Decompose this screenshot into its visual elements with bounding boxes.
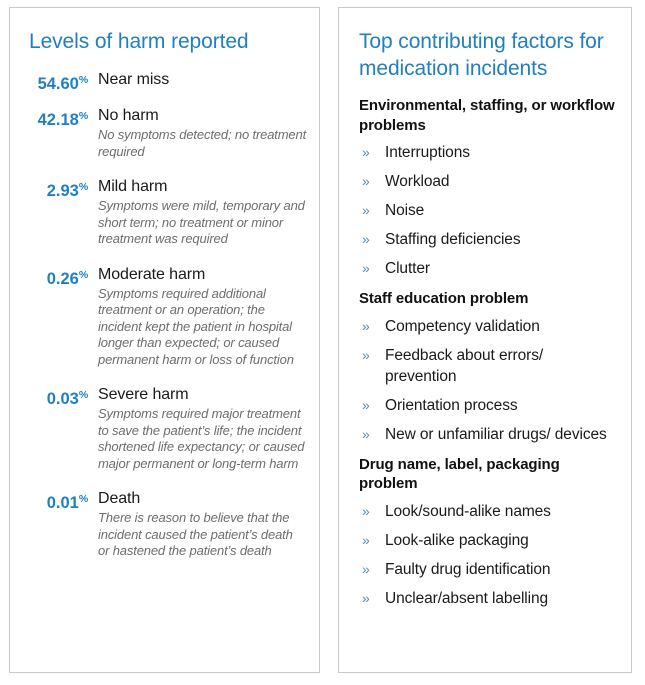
harm-level-description: Symptoms were mild, temporary and short term; no treatment or minor treatment was required <box>98 198 305 246</box>
guillemet-bullet-icon: » <box>362 173 370 189</box>
guillemet-bullet-icon: » <box>362 502 370 519</box>
harm-level-row <box>20 176 307 248</box>
harm-level-label: Near miss <box>98 71 170 88</box>
factor-group-heading: Staff education problem <box>359 290 529 307</box>
harm-level-list <box>10 55 319 560</box>
harm-percentage-value: 42.18 <box>37 111 79 129</box>
factor-item-label: Competency validation <box>385 317 540 335</box>
guillemet-bullet-icon: » <box>362 202 370 218</box>
factor-item-list <box>359 316 615 445</box>
guillemet-bullet-icon: » <box>362 317 370 334</box>
guillemet-bullet-icon: » <box>362 144 370 160</box>
factor-item-label: Look-alike packaging <box>385 531 529 549</box>
harm-level-label: No harm <box>98 107 159 124</box>
harm-percentage-value: 0.01 <box>46 494 79 512</box>
list-item <box>359 588 615 609</box>
guillemet-bullet-icon: » <box>362 260 370 276</box>
harm-level-row <box>20 384 307 472</box>
harm-level-body <box>98 488 307 560</box>
levels-of-harm-panel <box>9 7 320 673</box>
factor-item-label: Unclear/absent labelling <box>385 589 549 607</box>
harm-level-description: There is reason to believe that the incident caused the patient’s death or hastened the patient’s death <box>98 510 293 558</box>
factor-group <box>359 289 615 445</box>
list-item <box>359 424 615 445</box>
factor-item-label: Staffing deficiencies <box>385 231 521 248</box>
harm-level-body <box>98 105 307 160</box>
harm-level-body <box>98 69 307 90</box>
factor-item-list <box>359 501 615 609</box>
guillemet-bullet-icon: » <box>362 589 370 606</box>
levels-of-harm-title: Levels of harm reported <box>29 30 249 53</box>
guillemet-bullet-icon: » <box>362 531 370 548</box>
harm-level-label: Mild harm <box>98 178 168 195</box>
harm-percentage <box>20 264 98 290</box>
harm-percentage <box>20 105 98 131</box>
list-item <box>359 559 615 580</box>
harm-level-body <box>98 384 307 472</box>
factor-item-list <box>359 142 615 279</box>
harm-level-label: Moderate harm <box>98 265 206 283</box>
percent-sign: % <box>78 181 88 193</box>
factor-item-label: Interruptions <box>385 144 470 161</box>
percent-sign: % <box>78 110 88 122</box>
factor-group <box>359 96 615 279</box>
list-item <box>359 316 615 337</box>
harm-level-row <box>20 69 307 95</box>
harm-level-body <box>98 264 307 369</box>
guillemet-bullet-icon: » <box>362 396 370 413</box>
guillemet-bullet-icon: » <box>362 560 370 577</box>
harm-level-description: Symptoms required additional treatment or an operation; the incident kept the patient in hospital longer than expected; or caused permanent harm or loss of function <box>98 285 294 367</box>
factor-item-label: Look/sound-alike names <box>385 502 551 520</box>
harm-percentage-value: 2.93 <box>46 182 79 200</box>
percent-sign: % <box>78 493 88 505</box>
harm-percentage <box>20 69 98 95</box>
harm-level-row <box>20 488 307 560</box>
factor-group-heading: Environmental, staffing, or workflow problems <box>359 97 615 134</box>
factor-item-label: Feedback about errors/ prevention <box>385 346 544 385</box>
list-item <box>359 345 615 387</box>
list-item <box>359 530 615 551</box>
harm-level-body <box>98 176 307 248</box>
factor-item-label: Workload <box>385 173 450 190</box>
harm-level-row <box>20 264 307 369</box>
factor-item-label: Orientation process <box>385 396 518 414</box>
list-item <box>359 395 615 416</box>
guillemet-bullet-icon: » <box>362 231 370 247</box>
list-item <box>359 171 615 192</box>
guillemet-bullet-icon: » <box>362 346 370 363</box>
harm-level-row <box>20 105 307 160</box>
factor-item-label: Noise <box>385 202 425 219</box>
list-item <box>359 501 615 522</box>
harm-percentage-value: 0.03 <box>46 390 79 408</box>
harm-level-label: Death <box>98 490 141 507</box>
percent-sign: % <box>78 74 88 86</box>
harm-percentage <box>20 384 98 410</box>
contributing-factors-title: Top contributing factors for medication incidents <box>359 30 604 80</box>
factor-group-list <box>339 82 631 609</box>
harm-percentage <box>20 176 98 202</box>
list-item <box>359 142 615 163</box>
percent-sign: % <box>78 268 88 281</box>
guillemet-bullet-icon: » <box>362 425 370 442</box>
factor-group <box>359 455 615 609</box>
list-item <box>359 229 615 250</box>
harm-percentage <box>20 488 98 514</box>
contributing-factors-panel <box>338 7 632 673</box>
list-item <box>359 258 615 279</box>
harm-level-description: No symptoms detected; no treatment required <box>98 127 307 159</box>
harm-percentage-value: 0.26 <box>46 269 79 288</box>
list-item <box>359 200 615 221</box>
factor-item-label: Clutter <box>385 260 430 277</box>
harm-level-description: Symptoms required major treatment to save the patient’s life; the incident shortened life expectancy; or caused major permanent or long-term harm <box>98 406 305 471</box>
percent-sign: % <box>78 389 88 401</box>
factor-item-label: Faulty drug identification <box>385 560 551 578</box>
harm-percentage-value: 54.60 <box>37 75 79 93</box>
factor-item-label: New or unfamiliar drugs/ devices <box>385 425 607 443</box>
harm-level-label: Severe harm <box>98 386 189 403</box>
factor-group-heading: Drug name, label, packaging problem <box>359 455 560 492</box>
